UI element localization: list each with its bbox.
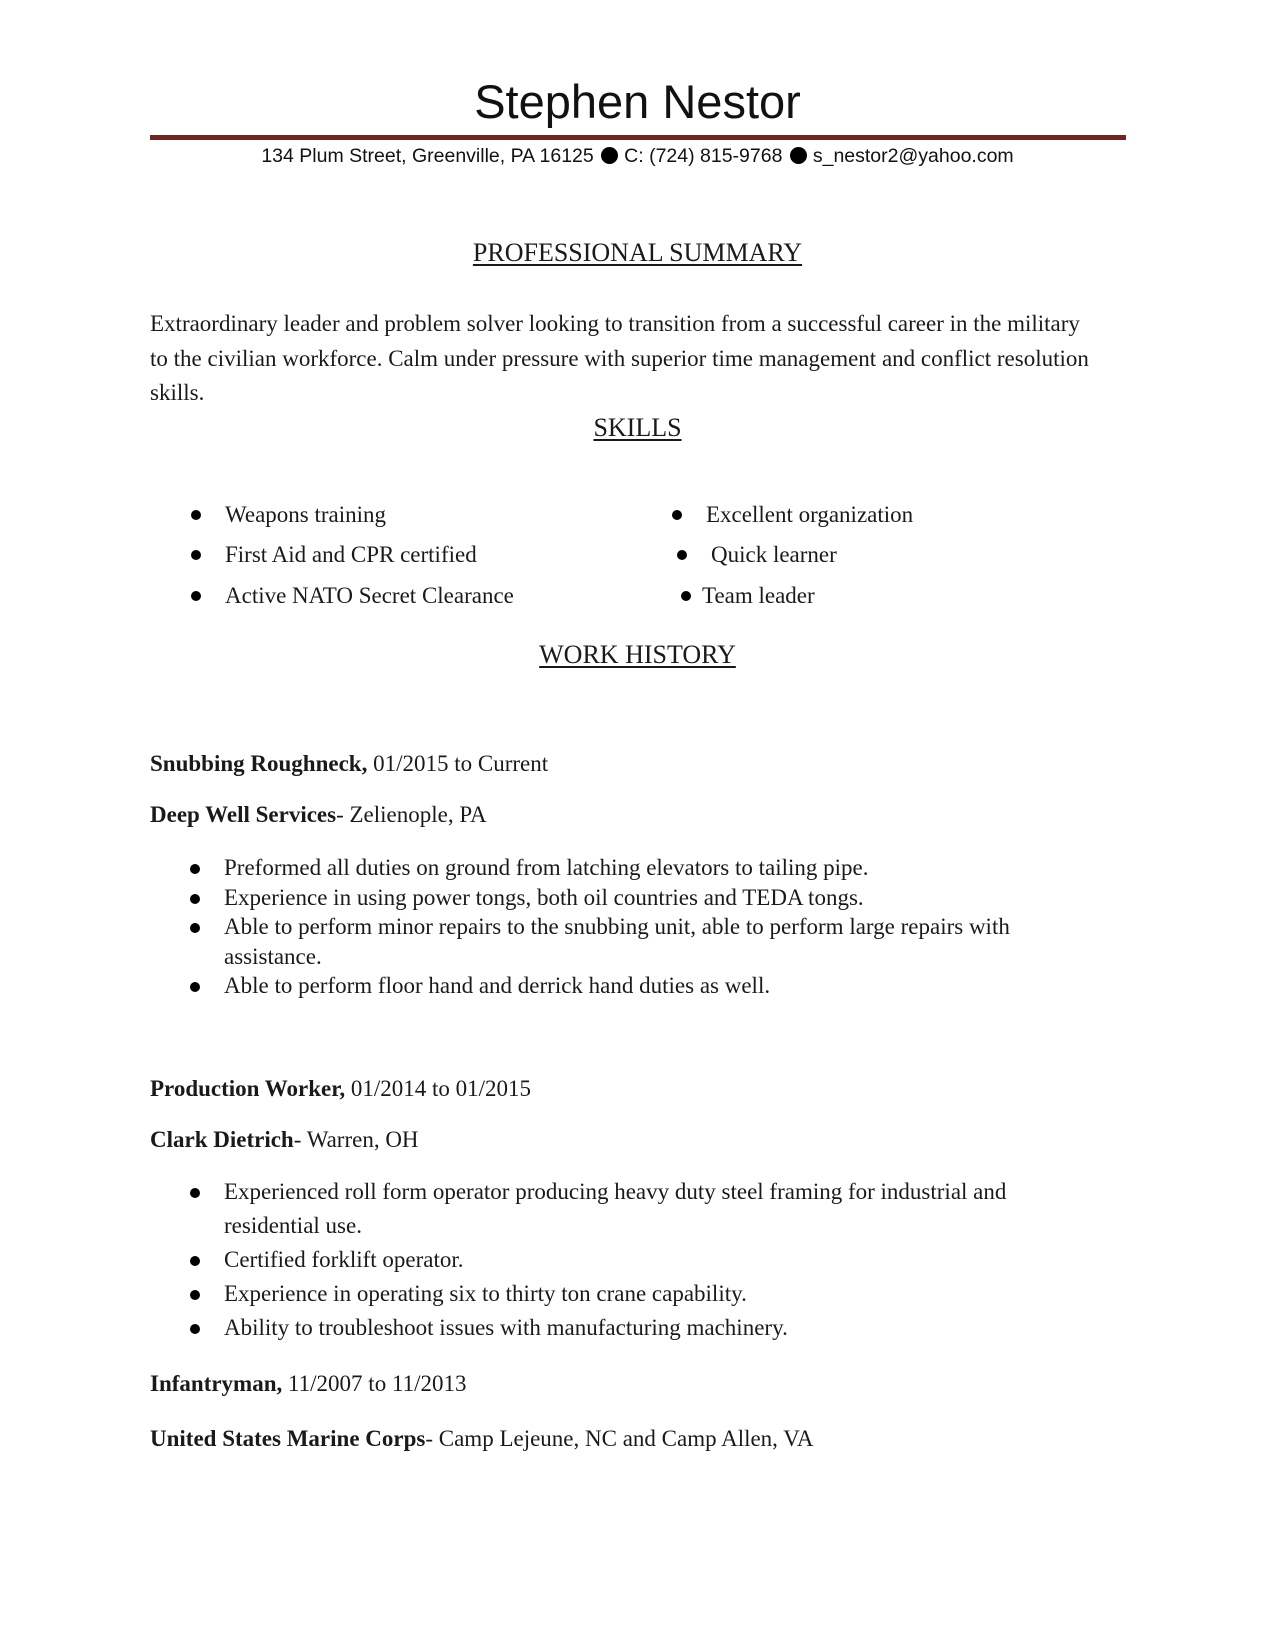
skill-item: Active NATO Secret Clearance	[225, 583, 514, 608]
bullet-icon	[191, 510, 201, 520]
job-employer: Clark Dietrich	[150, 1127, 294, 1152]
bullet-icon	[191, 550, 201, 560]
job-title-line	[150, 1369, 466, 1399]
summary-heading: PROFESSIONAL SUMMARY	[472, 238, 803, 267]
job-employer-line	[150, 800, 487, 830]
work-history-heading: WORK HISTORY	[539, 640, 736, 669]
job-location: - Zelienople, PA	[336, 802, 487, 827]
bullet-icon	[672, 510, 682, 520]
duty-item: Experience in using power tongs, both oil countries and TEDA tongs.	[150, 883, 1090, 913]
skill-item: Weapons training	[225, 502, 387, 527]
job-location: - Warren, OH	[293, 1127, 419, 1152]
contact-phone: C: (724) 815-9768	[624, 145, 783, 167]
bullet-icon	[191, 591, 201, 601]
job-role: Infantryman,	[150, 1371, 283, 1396]
summary-text: Extraordinary leader and problem solver looking to transition from a successful career in the military to the civilian workforce. Calm under pressure with superior time management and conflict resolution skills.	[150, 311, 1089, 405]
job-role: Snubbing Roughneck,	[150, 751, 368, 776]
job-employer: United States Marine Corps	[150, 1426, 426, 1451]
job-title-line	[150, 1074, 531, 1104]
skill-item: Excellent organization	[706, 502, 914, 527]
bullet-icon	[681, 591, 691, 601]
job-title-line	[150, 749, 548, 779]
header-divider	[150, 135, 1126, 140]
separator-dot-icon	[601, 147, 618, 164]
job-duties-list	[150, 1175, 1090, 1345]
skills-heading: SKILLS	[593, 413, 682, 442]
job-dates: 01/2014 to 01/2015	[350, 1076, 532, 1101]
duty-item: Ability to troubleshoot issues with manufacturing machinery.	[150, 1311, 1090, 1345]
contact-line	[0, 142, 1275, 170]
duty-item: Able to perform floor hand and derrick hand duties as well.	[150, 971, 1090, 1001]
duty-item: Certified forklift operator.	[150, 1243, 1090, 1277]
contact-address: 134 Plum Street, Greenville, PA 16125	[261, 145, 594, 167]
job-employer: Deep Well Services	[150, 802, 337, 827]
duty-item: Experienced roll form operator producing heavy duty steel framing for industrial and residential use.	[150, 1175, 1090, 1243]
separator-dot-icon	[790, 147, 807, 164]
skill-item: Quick learner	[711, 542, 837, 567]
job-duties-list	[150, 853, 1090, 1001]
job-employer-line	[150, 1125, 419, 1155]
duty-item: Able to perform minor repairs to the snubbing unit, able to perform large repairs with assistance.	[150, 912, 1090, 971]
resume-name: Stephen Nestor	[474, 75, 801, 128]
job-employer-line	[150, 1424, 814, 1454]
bullet-icon	[677, 550, 687, 560]
job-role: Production Worker,	[150, 1076, 346, 1101]
skill-item: First Aid and CPR certified	[225, 542, 477, 567]
duty-item: Preformed all duties on ground from latching elevators to tailing pipe.	[150, 853, 1090, 883]
job-dates: 11/2007 to 11/2013	[288, 1371, 467, 1396]
skill-item: Team leader	[702, 583, 815, 608]
contact-email[interactable]: s_nestor2@yahoo.com	[812, 145, 1014, 167]
job-dates: 01/2015 to Current	[373, 751, 549, 776]
duty-item: Experience in operating six to thirty ton crane capability.	[150, 1277, 1090, 1311]
job-location: - Camp Lejeune, NC and Camp Allen, VA	[425, 1426, 814, 1451]
